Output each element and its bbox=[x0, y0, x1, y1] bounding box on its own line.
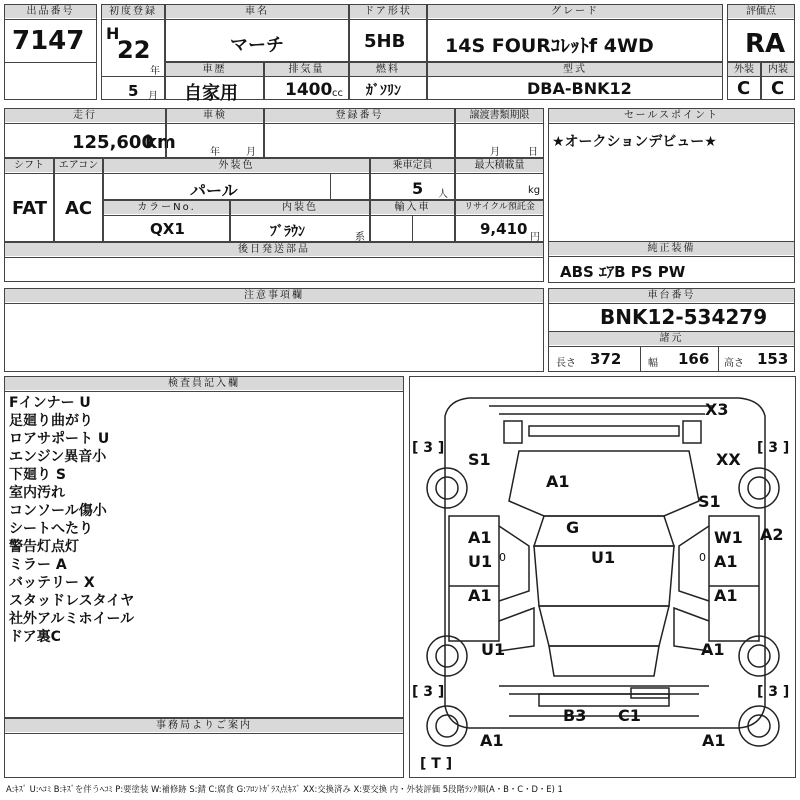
sales-point: ★オークションデビュー★ bbox=[552, 134, 717, 150]
recycle-fee: 9,410 bbox=[480, 220, 528, 238]
mark-b3: B3 bbox=[563, 706, 587, 725]
month: 5 bbox=[128, 82, 139, 100]
inspector-note: 足廻り曲がり bbox=[9, 413, 93, 429]
year-unit: 年 bbox=[150, 66, 160, 77]
inspector-note: ロアサポート U bbox=[9, 431, 110, 447]
mark-tire-rl: [ 3 ] bbox=[412, 684, 445, 700]
mark-spare: [ T ] bbox=[420, 756, 453, 772]
lot-number: 7147 bbox=[12, 26, 85, 56]
registration-number-label: 登録番号 bbox=[265, 109, 454, 122]
mark-a1-right3: A1 bbox=[701, 640, 725, 659]
color-number: QX1 bbox=[150, 220, 185, 238]
grade: 14S FOURｺﾚｯﾄf 4WD bbox=[445, 35, 654, 57]
inspector-notes-list bbox=[9, 394, 134, 646]
exterior-grade-label: 外装 bbox=[728, 63, 760, 76]
recycle-fee-unit: 円 bbox=[530, 232, 540, 243]
max-load-unit: kg bbox=[528, 185, 541, 196]
first-registration-label: 初度登録 bbox=[102, 5, 164, 18]
inspector-note: 下廻り S bbox=[9, 467, 66, 483]
displacement-unit: cc bbox=[332, 88, 343, 99]
legend: A:ｷｽﾞ U:ﾍｺﾐ B:ｷｽﾞを伴うﾍｺﾐ P:要塗装 W:補修跡 S:錆 C:腐食 G:ﾌﾛﾝﾄｶﾞﾗｽ点ｷｽﾞ XX:交換済み X:要交換 内・外装評価 5段階ﾗﾝｸ順(A・B・C・D・E) 1 bbox=[6, 784, 563, 794]
chassis-label: 車台番号 bbox=[549, 289, 794, 302]
interior-color-label: 内装色 bbox=[231, 201, 369, 214]
interior-grade: C bbox=[771, 78, 785, 99]
mileage: 125,600 bbox=[72, 132, 154, 153]
inspector-note: 警告灯点灯 bbox=[9, 539, 79, 555]
mark-a1-left1: A1 bbox=[468, 528, 492, 547]
exterior-grade: C bbox=[737, 78, 751, 99]
exterior-color-label: 外装色 bbox=[104, 159, 369, 172]
height: 153 bbox=[757, 350, 789, 368]
capacity: 5 bbox=[412, 179, 424, 198]
sales-point-label: セールスポイント bbox=[549, 109, 794, 122]
aircon: AC bbox=[65, 198, 93, 219]
equipment-label: 純正装備 bbox=[549, 242, 794, 255]
model-label: 型式 bbox=[428, 63, 722, 76]
capacity-label: 乗車定員 bbox=[371, 159, 454, 172]
inspection-year-unit: 年 bbox=[210, 147, 220, 158]
mark-u1-left3: U1 bbox=[481, 640, 506, 659]
width-label: 幅 bbox=[648, 358, 658, 369]
mark-a1-right2: A1 bbox=[714, 586, 738, 605]
car-name: マーチ bbox=[230, 35, 284, 56]
inspector-note: 室内汚れ bbox=[9, 485, 65, 501]
car-name-label: 車名 bbox=[166, 5, 348, 18]
mark-tire-fr: [ 3 ] bbox=[757, 440, 790, 456]
mark-w1-right: W1 bbox=[714, 528, 743, 547]
inspector-note: Fインナー U bbox=[9, 395, 91, 411]
capacity-unit: 人 bbox=[438, 189, 448, 200]
inspector-note: エンジン異音小 bbox=[9, 449, 107, 465]
max-load-label: 最大積載量 bbox=[456, 159, 543, 172]
mileage-unit: km bbox=[145, 132, 176, 153]
history-label: 車歴 bbox=[166, 63, 263, 76]
mark-tire-fl: [ 3 ] bbox=[412, 440, 445, 456]
door-type: 5HB bbox=[364, 31, 406, 52]
later-parts-label: 後日発送部品 bbox=[5, 243, 543, 256]
inspector-note: 社外アルミホイール bbox=[9, 611, 135, 627]
rating-label: 評価点 bbox=[728, 5, 794, 18]
length-label: 長さ bbox=[556, 358, 576, 369]
mark-a1-hood: A1 bbox=[546, 472, 570, 491]
interior-color-unit: 系 bbox=[355, 232, 365, 243]
car-outline bbox=[409, 376, 796, 778]
inspector-note: ミラー A bbox=[9, 557, 67, 573]
mark-tire-rr: [ 3 ] bbox=[757, 684, 790, 700]
inspection-month-unit: 月 bbox=[246, 147, 256, 158]
transfer-day-unit: 日 bbox=[528, 147, 538, 158]
office-notice-label: 事務局よりご案内 bbox=[5, 719, 403, 732]
mark-u1-roof: U1 bbox=[591, 548, 616, 567]
fuel-label: 燃料 bbox=[350, 63, 426, 76]
aircon-label: エアコン bbox=[55, 159, 102, 172]
year: 22 bbox=[117, 36, 151, 64]
inspector-note: コンソール傷小 bbox=[9, 503, 107, 519]
shift: FAT bbox=[12, 198, 48, 219]
caution-label: 注意事項欄 bbox=[5, 289, 543, 302]
mark-zero-right: 0 bbox=[699, 551, 706, 564]
history: 自家用 bbox=[184, 83, 238, 104]
inspector-note: ドア裏C bbox=[9, 629, 61, 645]
mark-x3: X3 bbox=[705, 400, 729, 419]
mark-a1-right1: A1 bbox=[714, 552, 738, 571]
mark-s1-right: S1 bbox=[698, 492, 721, 511]
inspector-note: シートへたり bbox=[9, 521, 93, 537]
mark-zero-left: 0 bbox=[499, 551, 506, 564]
inspector-note: バッテリー X bbox=[9, 575, 95, 591]
mark-c1: C1 bbox=[618, 706, 641, 725]
exterior-color: パール bbox=[190, 181, 238, 200]
mileage-label: 走行 bbox=[5, 109, 165, 122]
mark-a2: A2 bbox=[760, 525, 784, 544]
inspection-label: 車検 bbox=[167, 109, 263, 122]
shift-label: シフト bbox=[5, 159, 53, 172]
transfer-month-unit: 月 bbox=[490, 147, 500, 158]
lot-number-label: 出品番号 bbox=[5, 5, 96, 18]
width: 166 bbox=[678, 350, 710, 368]
rating: RA bbox=[745, 29, 786, 59]
inspector-note: スタッドレスタイヤ bbox=[9, 593, 135, 609]
import-label: 輸入車 bbox=[371, 201, 454, 214]
mark-xx-fr: XX bbox=[716, 450, 741, 469]
model: DBA-BNK12 bbox=[527, 79, 632, 98]
inspector-notes-label: 検査員記入欄 bbox=[5, 377, 403, 390]
height-label: 高さ bbox=[724, 358, 744, 369]
transfer-deadline-label: 譲渡書類期限 bbox=[456, 109, 543, 122]
door-label: ドア形状 bbox=[350, 5, 426, 18]
specs-label: 諸元 bbox=[549, 332, 794, 345]
mark-a1-back-left: A1 bbox=[480, 731, 504, 750]
fuel: ｶﾞｿﾘﾝ bbox=[366, 83, 401, 99]
mark-s1-fl: S1 bbox=[468, 450, 491, 469]
color-number-label: カラーNo. bbox=[104, 201, 229, 214]
interior-grade-label: 内装 bbox=[762, 63, 794, 76]
equipment: ABS ｴｱB PS PW bbox=[560, 263, 686, 281]
mark-a1-left2: A1 bbox=[468, 586, 492, 605]
interior-color: ﾌﾞﾗｳﾝ bbox=[270, 224, 305, 240]
recycle-fee-label: リサイクル預託金 bbox=[456, 201, 543, 214]
chassis-number: BNK12-534279 bbox=[600, 305, 768, 329]
era: H bbox=[106, 24, 120, 43]
month-unit: 月 bbox=[148, 91, 158, 102]
length: 372 bbox=[590, 350, 622, 368]
displacement: 1400 bbox=[285, 80, 333, 100]
mark-u1-left1: U1 bbox=[468, 552, 493, 571]
displacement-label: 排気量 bbox=[265, 63, 348, 76]
mark-a1-back-right: A1 bbox=[702, 731, 726, 750]
grade-label: グレード bbox=[428, 5, 722, 18]
mark-g: G bbox=[566, 518, 580, 537]
